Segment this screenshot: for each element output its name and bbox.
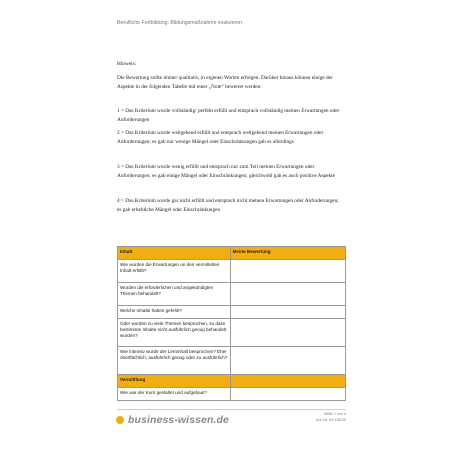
answer-cell[interactable] (230, 260, 345, 283)
section-header-empty (230, 375, 345, 388)
intro-paragraph: Die Bewertung sollte immer qualitativ, in eigenen Worten erfolgen. Darüber hinaus können einige der Aspekte in der folgenden Tabelle mit einer „Note“ bewertet werden: (117, 75, 333, 90)
table-row (118, 306, 346, 319)
evaluation-table (117, 246, 346, 401)
question-cell: Wurden die erforderlichen und angekündigten Themen behandelt? (118, 283, 231, 306)
logo-dot-icon (116, 416, 124, 424)
question-cell: Oder wurden zu viele Themen besprochen, so dass bestimmte Inhalte nicht ausführlich genug behandelt wurden? (118, 319, 231, 347)
answer-cell[interactable] (230, 283, 345, 306)
footer-meta (300, 412, 346, 423)
question-cell: Wie wurden die Erwartungen an den vermittelten Inhalt erfüllt? (118, 260, 231, 283)
section-header-vermittlung: Vermittlung (118, 375, 231, 388)
table-header-row (118, 247, 346, 260)
footer-divider (117, 409, 346, 410)
answer-cell[interactable] (230, 306, 345, 319)
table-row (118, 260, 346, 283)
page-number: Seite 2 von 4 (323, 412, 346, 416)
question-cell: Wie intensiv wurde der Lerninhalt besprochen? Eher oberflächlich, ausführlich genug oder zu ausführlich? (118, 347, 231, 375)
hint-label: Hinweis: (117, 61, 137, 67)
rating-item-4: 4 = Das Kriterium wurde gar nicht erfüllt und entsprach nicht meinen Erwartungen oder Anforderungen; es gab erhebliche Mängel oder Einschränkungen (117, 198, 339, 213)
article-number: Art.-Nr. 99.138.00 (316, 417, 346, 422)
section-header-row (118, 375, 346, 388)
rating-item-1: 1 = Das Kriterium wurde vollständig/ perfekt erfüllt und entsprach vollständig meinen Erwartungen oder Anforderungen (117, 108, 340, 123)
logo-text: business-wissen.de (128, 414, 230, 426)
footer-logo (116, 414, 229, 426)
column-header-bewertung: Meine Bewertung (230, 247, 345, 260)
rating-item-2: 2 = Das Kriterium wurde weitgehend erfüllt und entsprach weitgehend meinen Erwartungen oder Anforderungen; es gab nur wenige Mängel oder Einschränkungen gab es allerdings (117, 130, 324, 145)
answer-cell[interactable] (230, 347, 345, 375)
answer-cell[interactable] (230, 319, 345, 347)
table-row (118, 347, 346, 375)
column-header-inhalt: Inhalt (118, 247, 231, 260)
table-row (118, 283, 346, 306)
table-row (118, 388, 346, 401)
question-cell: Wie war der Kurs gestaltet und aufgebaut? (118, 388, 231, 401)
rating-item-3: 3 = Das Kriterium wurde wenig erfüllt und entsprach nur zum Teil meinen Erwartungen oder Anforderungen; es gab einige Mängel oder Einschränkungen; gleichwohl gab es auch positive Aspekte (117, 164, 335, 179)
table-row (118, 319, 346, 347)
document-header-title: Berufliche Fortbildung: Bildungsmaßnahme evaluieren (117, 20, 242, 26)
question-cell: Welche Inhalte haben gefehlt? (118, 306, 231, 319)
answer-cell[interactable] (230, 388, 345, 401)
